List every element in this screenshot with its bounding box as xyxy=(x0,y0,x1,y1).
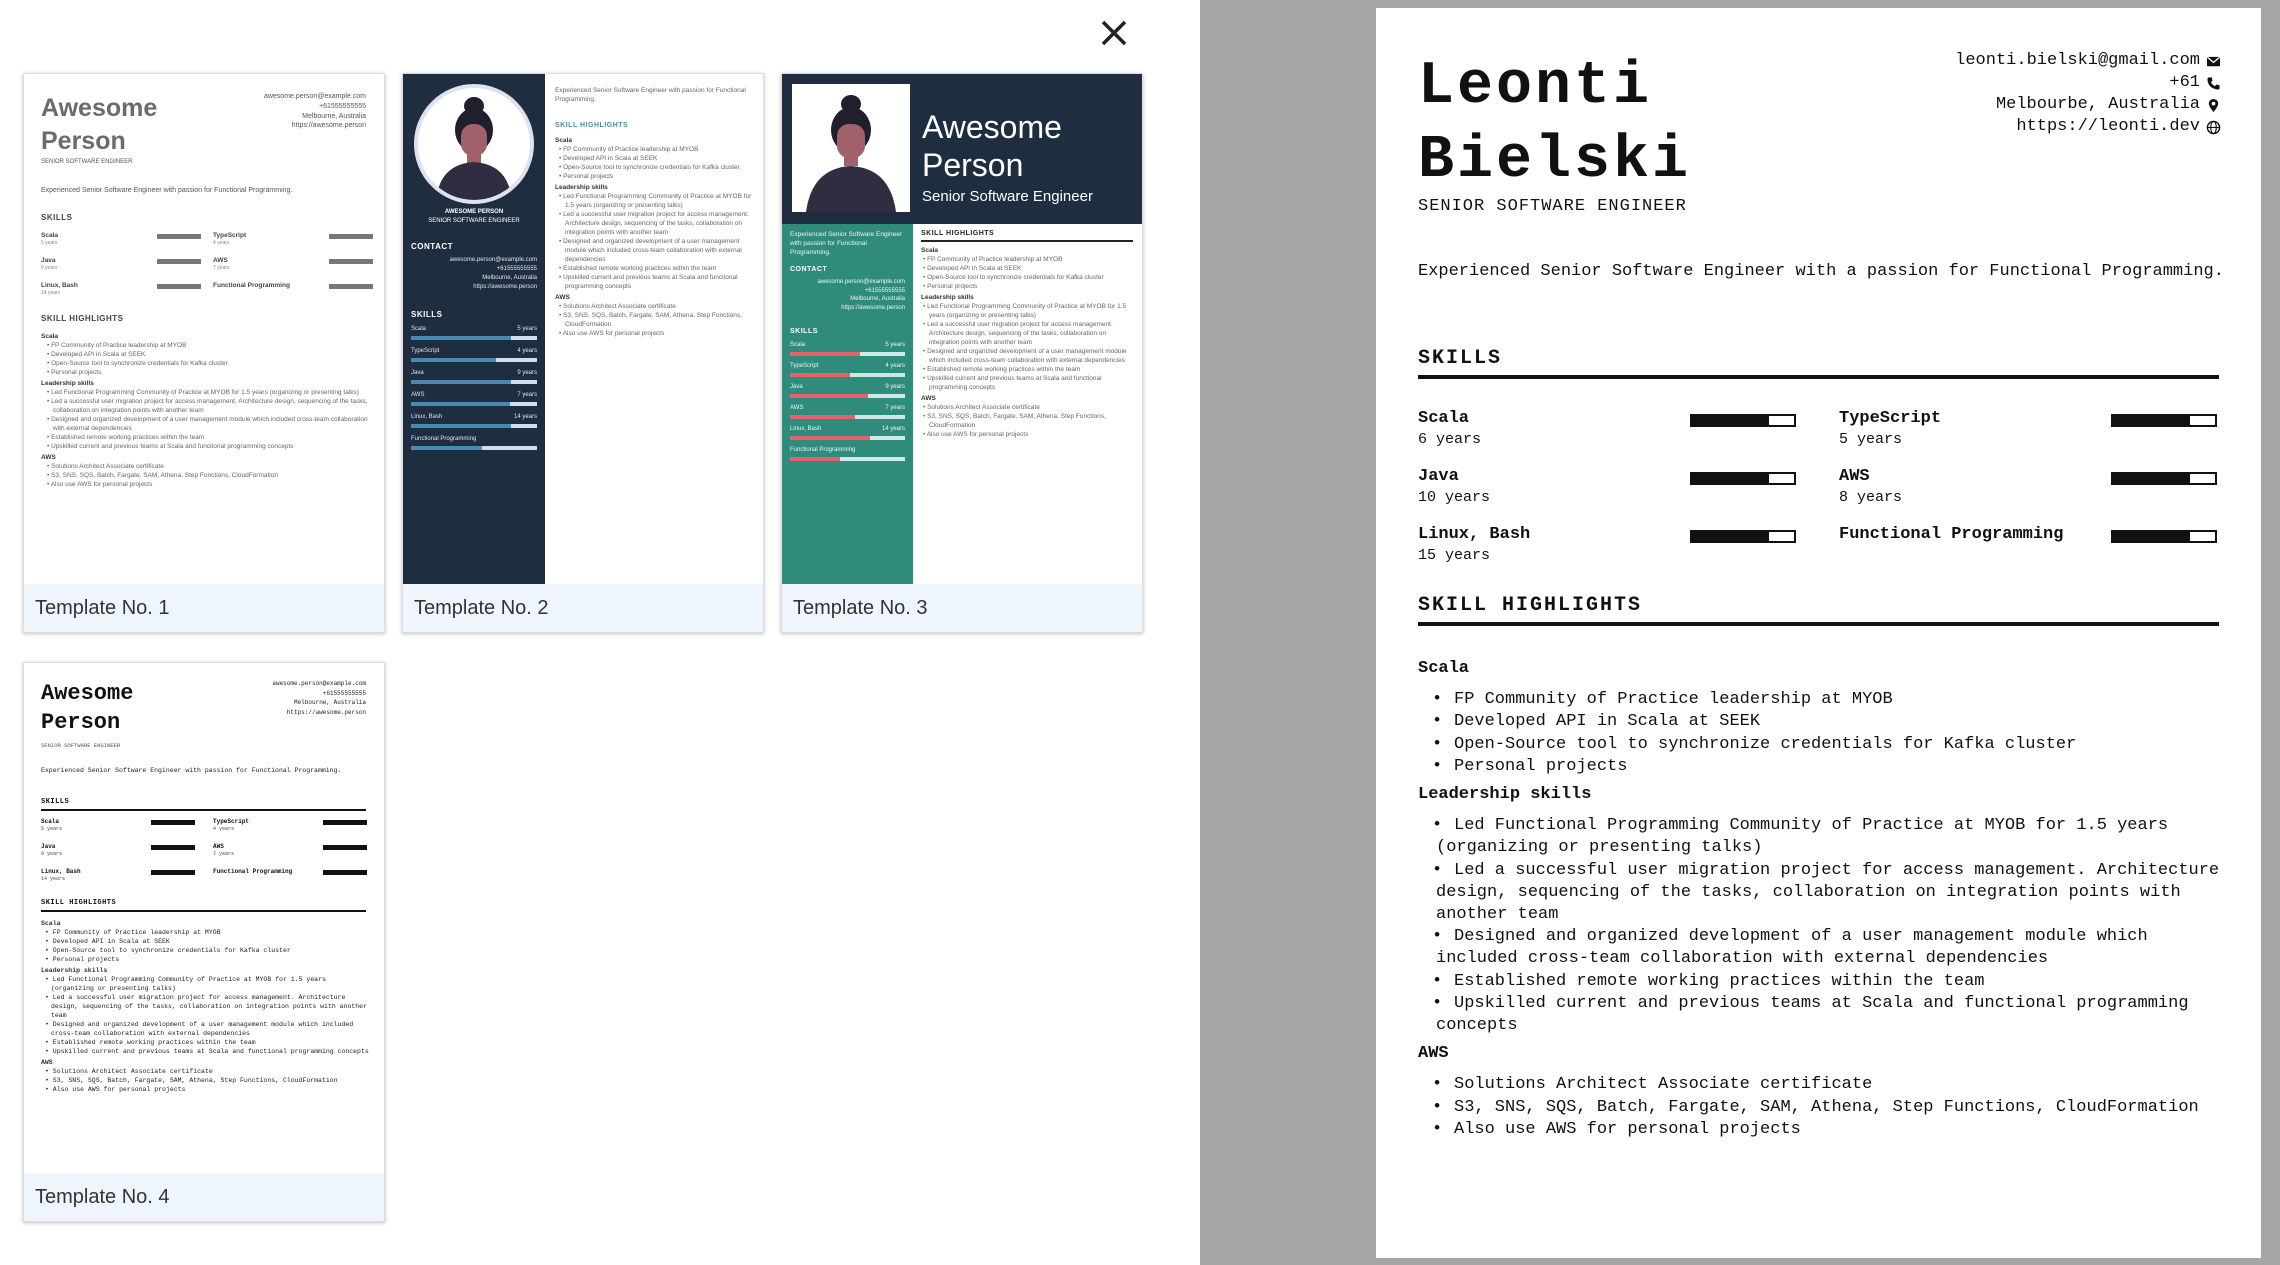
thumb-skill-name: Java xyxy=(41,843,56,850)
thumb-item: • FP Community of Practice leadership at MYOB xyxy=(45,929,221,936)
thumb-skill-name: AWS xyxy=(213,257,228,264)
thumb-item: • Led a successful user migration project for access management. Architecture design, sequencing of the tasks, collaboration on integration points with another team xyxy=(47,398,368,414)
thumb-item: • Upskilled current and previous teams at Scala and functional programming concepts xyxy=(559,274,738,290)
thumb-skill-years: 4 years xyxy=(885,363,905,369)
skill-level-fill xyxy=(1692,532,1769,541)
highlight-item: • Solutions Architect Associate certificate xyxy=(1418,1074,2238,1096)
contact-location xyxy=(1955,94,2221,116)
resume-title: SENIOR SOFTWARE ENGINEER xyxy=(1418,197,1687,216)
thumb-item: • Established remote working practices within the team xyxy=(47,434,205,441)
thumb-group-title: AWS xyxy=(921,395,936,402)
thumb-skill-bar xyxy=(329,284,373,289)
highlight-item: • Designed and organized development of a user management module which included cross-team collaboration with external dependencies xyxy=(1418,926,2238,970)
thumb-item: • Designed and organized development of a user management module which included cross-team collaboration with external dependencies xyxy=(47,416,368,432)
thumb-skill-name: Linux, Bash xyxy=(790,426,822,432)
thumb-skill-bar xyxy=(323,845,367,850)
resume-summary: Experienced Senior Software Engineer with a passion for Functional Programming. xyxy=(1418,262,2224,281)
thumb-item: • Open-Source tool to synchronize credentials for Kafka cluster xyxy=(45,947,291,954)
t4-highlights xyxy=(41,917,371,1094)
t3-name: Awesome Person xyxy=(922,109,1062,183)
highlights-heading: SKILL HIGHLIGHTS xyxy=(1418,594,1643,617)
thumb-skill-bar xyxy=(323,870,367,875)
t3-skills-heading: SKILLS xyxy=(790,328,818,335)
thumb-skill-name: Linux, Bash xyxy=(41,282,78,289)
skill-years: 15 years xyxy=(1418,547,1491,564)
skill-item xyxy=(1839,409,2239,459)
thumb-item: • Upskilled current and previous teams at Scala and functional programming concepts xyxy=(923,375,1102,391)
skill-name: Java xyxy=(1418,467,1459,486)
skill-level-bar xyxy=(2111,472,2217,485)
person-illustration-icon xyxy=(418,88,530,200)
skill-level-fill xyxy=(2113,532,2190,541)
thumb-item: • Personal projects xyxy=(45,956,120,963)
highlight-item: • FP Community of Practice leadership at MYOB xyxy=(1418,689,2238,711)
thumb-item: • FP Community of Practice leadership at MYOB xyxy=(923,256,1063,263)
skills-heading: SKILLS xyxy=(1418,347,1503,370)
highlights-divider xyxy=(1418,622,2219,626)
avatar xyxy=(792,84,910,212)
thumb-skill-years: 4 years xyxy=(213,826,235,832)
thumb-group-title: Scala xyxy=(41,333,58,340)
t4-contact: awesome.person@example.com +61555555555 Melbourne, Australia https://awesome.person xyxy=(272,680,366,716)
thumb-skill-years: 14 years xyxy=(513,414,537,420)
thumb-skill-years: 7 years xyxy=(517,392,537,398)
highlight-group-title: Leadership skills xyxy=(1418,785,1592,805)
skill-item xyxy=(1418,409,1818,459)
thumb-item: • Upskilled current and previous teams at Scala and functional programming concepts xyxy=(45,1048,369,1055)
skill-level-fill xyxy=(1692,474,1769,483)
thumb-item: • S3, SNS, SQS, Batch, Fargate, SAM, Athena, Step Functions, CloudFormation xyxy=(47,472,278,479)
thumb-item: • Established remote working practices within the team xyxy=(923,366,1081,373)
thumb-skill-bar xyxy=(157,259,201,264)
thumb-item: • Led a successful user migration project for access management. Architecture design, sequencing of the tasks, collaboration on integration points with another team xyxy=(45,994,367,1019)
t1-skills-heading: SKILLS xyxy=(41,213,73,222)
thumb-skill-name: Scala xyxy=(790,342,806,348)
template-1-thumbnail xyxy=(24,74,384,584)
highlight-item: • S3, SNS, SQS, Batch, Fargate, SAM, Athena, Step Functions, CloudFormation xyxy=(1418,1097,2238,1119)
thumb-item: • Open-Source tool to synchronize credentials for Kafka cluster xyxy=(559,164,740,171)
thumb-item: • Designed and organized development of a user management module which included cross-team collaboration with external dependencies xyxy=(559,238,742,263)
divider xyxy=(921,240,1133,242)
thumb-skill-name: TypeScript xyxy=(213,232,247,239)
thumb-group-title: AWS xyxy=(41,454,56,461)
highlight-group-title: Scala xyxy=(1418,659,1470,678)
contact-location-text: Melbourbe, Australia xyxy=(1995,95,2200,114)
thumb-group-title: AWS xyxy=(555,294,570,301)
thumb-skill-name: AWS xyxy=(213,843,224,850)
thumb-skill-fill xyxy=(411,336,511,340)
thumb-skill-years: 9 years xyxy=(41,851,63,857)
contact-website xyxy=(1955,116,2221,138)
template-4-thumbnail xyxy=(24,663,384,1173)
thumb-skill-fill xyxy=(790,373,850,377)
t3-header xyxy=(782,74,1142,224)
t2-highlights-heading: SKILL HIGHLIGHTS xyxy=(555,122,629,129)
thumb-item: • Solutions Architect Associate certificate xyxy=(45,1068,213,1075)
template-1-caption: Template No. 1 xyxy=(24,584,384,633)
resume-preview xyxy=(1376,8,2261,1258)
skill-name: Functional Programming xyxy=(1839,525,2064,544)
envelope-icon xyxy=(2206,54,2221,69)
thumb-skill-fill xyxy=(411,402,510,406)
thumb-group-title: Scala xyxy=(555,137,572,144)
thumb-skill-name: Functional Programming xyxy=(213,868,293,875)
t2-contact-heading: CONTACT xyxy=(411,242,454,251)
thumb-skill-name: TypeScript xyxy=(790,363,819,369)
thumb-skill-name: Scala xyxy=(411,326,427,332)
thumb-skill-years: 5 years xyxy=(517,326,537,332)
avatar xyxy=(414,84,534,204)
skill-level-fill xyxy=(1692,416,1769,425)
thumb-skill-name: Functional Programming xyxy=(790,447,856,453)
t4-highlights-heading: SKILL HIGHLIGHTS xyxy=(41,899,117,907)
thumb-skill-bar xyxy=(157,284,201,289)
thumb-skill-fill xyxy=(411,424,511,428)
thumb-item: • Established remote working practices within the team xyxy=(45,1039,256,1046)
thumb-item: • Led a successful user migration project for access management. Architecture design, sequencing of the tasks, collaboration on integration points with another team xyxy=(559,211,749,236)
thumb-skill-name: AWS xyxy=(790,405,804,411)
t1-highlights-heading: SKILL HIGHLIGHTS xyxy=(41,314,124,323)
thumb-item: • Also use AWS for personal projects xyxy=(559,330,665,337)
contact-phone xyxy=(1955,72,2221,94)
thumb-item: • Led a successful user migration project for access management. Architecture design, sequencing of the tasks, collaboration on integration points with another team xyxy=(923,321,1113,346)
thumb-skill-bar xyxy=(329,259,373,264)
thumb-skill-bar xyxy=(151,820,195,825)
close-icon xyxy=(1095,14,1133,52)
thumb-skill-name: Linux, Bash xyxy=(411,414,443,420)
thumb-item: • Open-Source tool to synchronize credentials for Kafka cluster xyxy=(923,274,1104,281)
thumb-skill-fill xyxy=(790,415,855,419)
thumb-item: • Solutions Architect Associate certificate xyxy=(47,463,164,470)
thumb-group-title: Scala xyxy=(41,920,61,927)
highlight-item: • Established remote working practices within the team xyxy=(1418,971,2238,993)
skill-item xyxy=(1418,525,1818,575)
thumb-skill-years: 4 years xyxy=(517,348,537,354)
thumb-skill-bar xyxy=(157,234,201,239)
skill-item xyxy=(1839,525,2239,575)
t2-skills-heading: SKILLS xyxy=(411,310,443,319)
thumb-skill-fill xyxy=(411,358,496,362)
thumb-item: • Also use AWS for personal projects xyxy=(47,481,153,488)
thumb-item: • Developed API in Scala at SEEK xyxy=(45,938,170,945)
thumb-item: • Developed API in Scala at SEEK xyxy=(923,265,1022,272)
t3-title: Senior Software Engineer xyxy=(922,188,1093,205)
t1-contact: awesome.person@example.com +61555555555 Melbourne, Australia https://awesome.person xyxy=(263,93,366,130)
skill-years: 8 years xyxy=(1839,489,1903,506)
skill-name: Linux, Bash xyxy=(1418,525,1531,544)
t3-sidebar xyxy=(782,224,913,584)
thumb-skill-bar xyxy=(323,820,367,825)
thumb-item: • Upskilled current and previous teams at Scala and functional programming concepts xyxy=(47,443,294,450)
highlight-item: • Developed API in Scala at SEEK xyxy=(1418,711,2238,733)
thumb-item: • Personal projects xyxy=(923,283,978,290)
template-card-4[interactable] xyxy=(23,662,385,1222)
skill-name: TypeScript xyxy=(1839,409,1942,428)
t3-summary: Experienced Senior Software Engineer with passion for Functional Programming. xyxy=(790,231,903,256)
contact-phone-text: +61 xyxy=(2169,73,2200,92)
t1-name: Awesome Person xyxy=(41,94,158,155)
thumb-skill-years: 14 years xyxy=(881,426,905,432)
thumb-skill-name: Scala xyxy=(41,818,60,825)
thumb-skill-years: 4 years xyxy=(213,240,230,246)
thumb-skill-name: Functional Programming xyxy=(213,282,290,289)
thumb-skill-name: AWS xyxy=(411,392,425,398)
thumb-skill-years: 5 years xyxy=(41,826,63,832)
t2-sidebar xyxy=(403,74,545,584)
thumb-item: • Led Functional Programming Community of Practice at MYOB for 1.5 years (organizing or presenting talks) xyxy=(923,303,1127,319)
t2-summary: Experienced Senior Software Engineer with passion for Functional Programming. xyxy=(555,87,746,103)
t1-highlights xyxy=(41,330,371,489)
contact-email xyxy=(1955,50,2221,72)
t2-contact: awesome.person@example.com +61555555555 Melbourne, Australia https://awesome.person xyxy=(449,257,537,290)
thumb-skill-bar xyxy=(151,870,195,875)
highlight-item: • Open-Source tool to synchronize credentials for Kafka cluster xyxy=(1418,734,2238,756)
t3-highlights xyxy=(921,244,1136,439)
thumb-item: • FP Community of Practice leadership at MYOB xyxy=(559,146,699,153)
skill-item xyxy=(1839,467,2239,517)
thumb-skill-years: 5 years xyxy=(885,342,905,348)
template-2-caption: Template No. 2 xyxy=(403,584,763,633)
thumb-skill-bar xyxy=(329,234,373,239)
skill-level-bar xyxy=(2111,530,2217,543)
thumb-skill-name: TypeScript xyxy=(411,348,440,354)
thumb-item: • S3, SNS, SQS, Batch, Fargate, SAM, Athena, Step Functions, CloudFormation xyxy=(559,312,742,328)
thumb-skill-years: 7 years xyxy=(213,265,230,271)
highlight-item: • Also use AWS for personal projects xyxy=(1418,1119,2238,1141)
thumb-item: • Designed and organized development of a user management module which included cross-team collaboration with external dependencies xyxy=(45,1021,354,1037)
t1-title: SENIOR SOFTWARE ENGINEER xyxy=(41,159,133,165)
thumb-group-title: Leadership skills xyxy=(555,184,608,191)
thumb-skill-years: 9 years xyxy=(885,384,905,390)
thumb-item: • Solutions Architect Associate certificate xyxy=(923,404,1040,411)
thumb-item: • Led Functional Programming Community of Practice at MYOB for 1.5 years (organizing or presenting talks) xyxy=(45,976,326,992)
template-4-caption: Template No. 4 xyxy=(24,1173,384,1222)
location-pin-icon xyxy=(2206,98,2221,113)
t4-summary: Experienced Senior Software Engineer with passion for Functional Programming. xyxy=(41,767,342,774)
thumb-item: • Led Functional Programming Community of Practice at MYOB for 1.5 years (organizing or presenting talks) xyxy=(559,193,752,209)
thumb-skill-name: Java xyxy=(41,257,56,264)
thumb-skill-name: Functional Programming xyxy=(411,436,477,442)
thumb-item: • S3, SNS, SQS, Batch, Fargate, SAM, Athena, Step Functions, CloudFormation xyxy=(45,1077,338,1084)
skill-item xyxy=(1418,467,1818,517)
t2-title: SENIOR SOFTWARE ENGINEER xyxy=(428,218,520,224)
t1-summary: Experienced Senior Software Engineer with passion for Functional Programming. xyxy=(41,187,293,194)
thumb-item: • Solutions Architect Associate certificate xyxy=(559,303,676,310)
skill-name: Scala xyxy=(1418,409,1470,428)
thumb-item: • Developed API in Scala at SEEK xyxy=(47,351,146,358)
t3-highlights-heading: SKILL HIGHLIGHTS xyxy=(921,230,995,237)
contact-website-text: https://leonti.dev xyxy=(2016,117,2200,136)
skill-name: AWS xyxy=(1839,467,1870,486)
thumb-item: • Also use AWS for personal projects xyxy=(45,1086,186,1093)
t3-contact-heading: CONTACT xyxy=(790,266,828,273)
skill-level-fill xyxy=(2113,474,2190,483)
skill-years: 6 years xyxy=(1418,431,1482,448)
thumb-group-title: Leadership skills xyxy=(921,294,974,301)
thumb-skill-years: 9 years xyxy=(517,370,537,376)
thumb-skill-fill xyxy=(790,436,870,440)
thumb-skill-fill xyxy=(411,380,511,384)
template-2-thumbnail xyxy=(403,74,763,584)
template-3-thumbnail xyxy=(782,74,1142,584)
thumb-item: • Personal projects xyxy=(559,173,614,180)
thumb-skill-years: 14 years xyxy=(41,290,61,296)
thumb-skill-name: Linux, Bash xyxy=(41,868,81,875)
highlight-list xyxy=(1418,1074,2238,1141)
thumb-skill-fill xyxy=(411,446,482,450)
thumb-skill-years: 14 years xyxy=(41,876,66,882)
skill-level-bar xyxy=(1690,472,1796,485)
highlight-list xyxy=(1418,689,2238,778)
highlight-item: • Led Functional Programming Community of Practice at MYOB for 1.5 years (organizing or presenting talks) xyxy=(1418,815,2238,859)
template-3-caption: Template No. 3 xyxy=(782,584,1142,633)
t4-skills-heading: SKILLS xyxy=(41,798,70,806)
thumb-skill-bar xyxy=(151,845,195,850)
t2-name: AWESOME PERSON xyxy=(444,209,504,215)
thumb-skill-name: Java xyxy=(790,384,803,390)
thumb-group-title: AWS xyxy=(41,1059,53,1066)
t4-title: SENIOR SOFTWARE ENGINEER xyxy=(41,742,121,749)
thumb-skill-fill xyxy=(790,457,840,461)
globe-icon xyxy=(2206,120,2221,135)
highlight-group-title: AWS xyxy=(1418,1044,1449,1064)
thumb-item: • Led Functional Programming Community of Practice at MYOB for 1.5 years (organizing or presenting talks) xyxy=(47,389,359,396)
highlight-item: • Personal projects xyxy=(1418,756,2238,778)
thumb-skill-fill xyxy=(790,352,860,356)
phone-icon xyxy=(2206,76,2221,91)
skill-level-fill xyxy=(2113,416,2190,425)
skill-years: 5 years xyxy=(1839,431,1903,448)
thumb-item: • Established remote working practices within the team xyxy=(559,265,717,272)
thumb-skill-fill xyxy=(790,394,868,398)
t3-contact: awesome.person@example.com +61555555555 Melbourne, Australia https://awesome.person xyxy=(817,279,905,311)
t2-highlights xyxy=(555,134,759,338)
template-card-1[interactable] xyxy=(23,73,385,633)
skills-divider xyxy=(1418,375,2219,379)
person-illustration-icon xyxy=(792,84,910,212)
thumb-skill-years: 5 years xyxy=(41,240,58,246)
highlight-item: • Led a successful user migration project for access management. Architecture design, sequencing of the tasks, collaboration on integration points with another team xyxy=(1418,860,2238,927)
thumb-item: • Developed API in Scala at SEEK xyxy=(559,155,658,162)
contact-email-text: leonti.bielski@gmail.com xyxy=(1955,51,2200,70)
thumb-item: • Designed and organized development of a user management module which included cross-team collaboration with external dependencies xyxy=(923,348,1127,364)
t4-name: Awesome Person xyxy=(41,681,134,735)
resume-contact xyxy=(1955,50,2221,138)
divider xyxy=(41,809,366,811)
thumb-item: • FP Community of Practice leadership at MYOB xyxy=(47,342,187,349)
template-card-3[interactable] xyxy=(781,73,1143,633)
highlight-list xyxy=(1418,815,2238,1037)
thumb-item: • Open-Source tool to synchronize credentials for Kafka cluster xyxy=(47,360,228,367)
thumb-item: • Personal projects xyxy=(47,369,102,376)
skill-highlights xyxy=(1418,656,2238,1147)
skill-level-bar xyxy=(1690,530,1796,543)
resume-name: Leonti Bielski xyxy=(1418,53,1692,195)
thumb-group-title: Scala xyxy=(921,247,938,254)
thumb-skill-name: Scala xyxy=(41,232,58,239)
skill-years: 10 years xyxy=(1418,489,1491,506)
divider xyxy=(41,910,366,912)
skill-level-bar xyxy=(2111,414,2217,427)
thumb-item: • S3, SNS, SQS, Batch, Fargate, SAM, Athena, Step Functions, CloudFormation xyxy=(923,413,1106,429)
thumb-skill-years: 7 years xyxy=(885,405,905,411)
thumb-group-title: Leadership skills xyxy=(41,380,94,387)
close-button[interactable] xyxy=(1095,14,1133,52)
thumb-group-title: Leadership skills xyxy=(41,967,108,974)
template-card-2[interactable] xyxy=(402,73,764,633)
thumb-item: • Also use AWS for personal projects xyxy=(923,431,1029,438)
thumb-skill-name: TypeScript xyxy=(213,818,250,825)
thumb-skill-years: 7 years xyxy=(213,851,235,857)
thumb-skill-name: Java xyxy=(411,370,424,376)
highlight-item: • Upskilled current and previous teams at Scala and functional programming concepts xyxy=(1418,993,2238,1037)
skill-level-bar xyxy=(1690,414,1796,427)
thumb-skill-years: 9 years xyxy=(41,265,58,271)
